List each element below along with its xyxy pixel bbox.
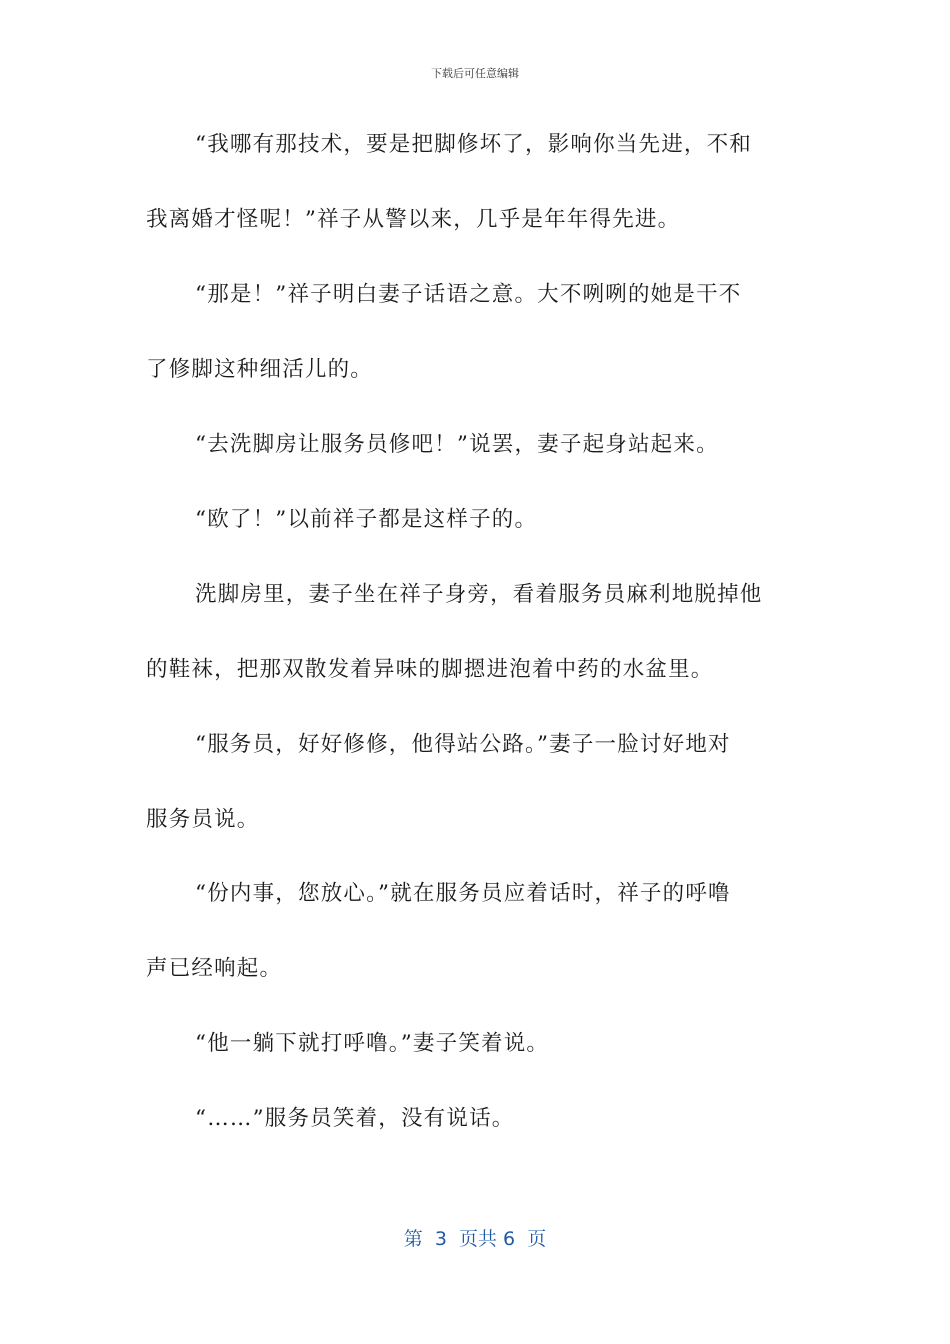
paragraph-line: “去洗脚房让服务员修吧！”说罢，妻子起身站起来。 [195,432,719,457]
paragraph-line: 的鞋袜，把那双散发着异味的脚摁进泡着中药的水盆里。 [146,657,714,682]
paragraph-line: 我离婚才怪呢！”祥子从警以来，几乎是年年得先进。 [146,207,681,232]
page-number-label: 第 3 页共 6 页 [403,1228,547,1250]
paragraph-line: “服务员，好好修修，他得站公路。”妻子一脸讨好地对 [195,732,731,757]
paragraph-line: “我哪有那技术，要是把脚修坏了，影响你当先进，不和 [195,132,752,157]
paragraph-line: 洗脚房里，妻子坐在祥子身旁，看着服务员麻利地脱掉他 [195,582,763,607]
paragraph-line: “他一躺下就打呼噜。”妻子笑着说。 [195,1031,550,1056]
paragraph-line: 服务员说。 [146,807,260,832]
paragraph-line: 了修脚这种细活儿的。 [146,357,374,382]
header-note: 下载后可任意编辑 [431,67,519,80]
paragraph-line: “……”服务员笑着，没有说话。 [195,1106,515,1131]
paragraph-line: “欧了！”以前祥子都是这样子的。 [195,507,538,532]
paragraph-line: “份内事，您放心。”就在服务员应着话时，祥子的呼噜 [195,881,731,906]
paragraph-line: 声已经响起。 [146,956,283,981]
paragraph-line: “那是！”祥子明白妻子话语之意。大不咧咧的她是干不 [195,282,742,307]
page-number-footer [0,1226,950,1252]
